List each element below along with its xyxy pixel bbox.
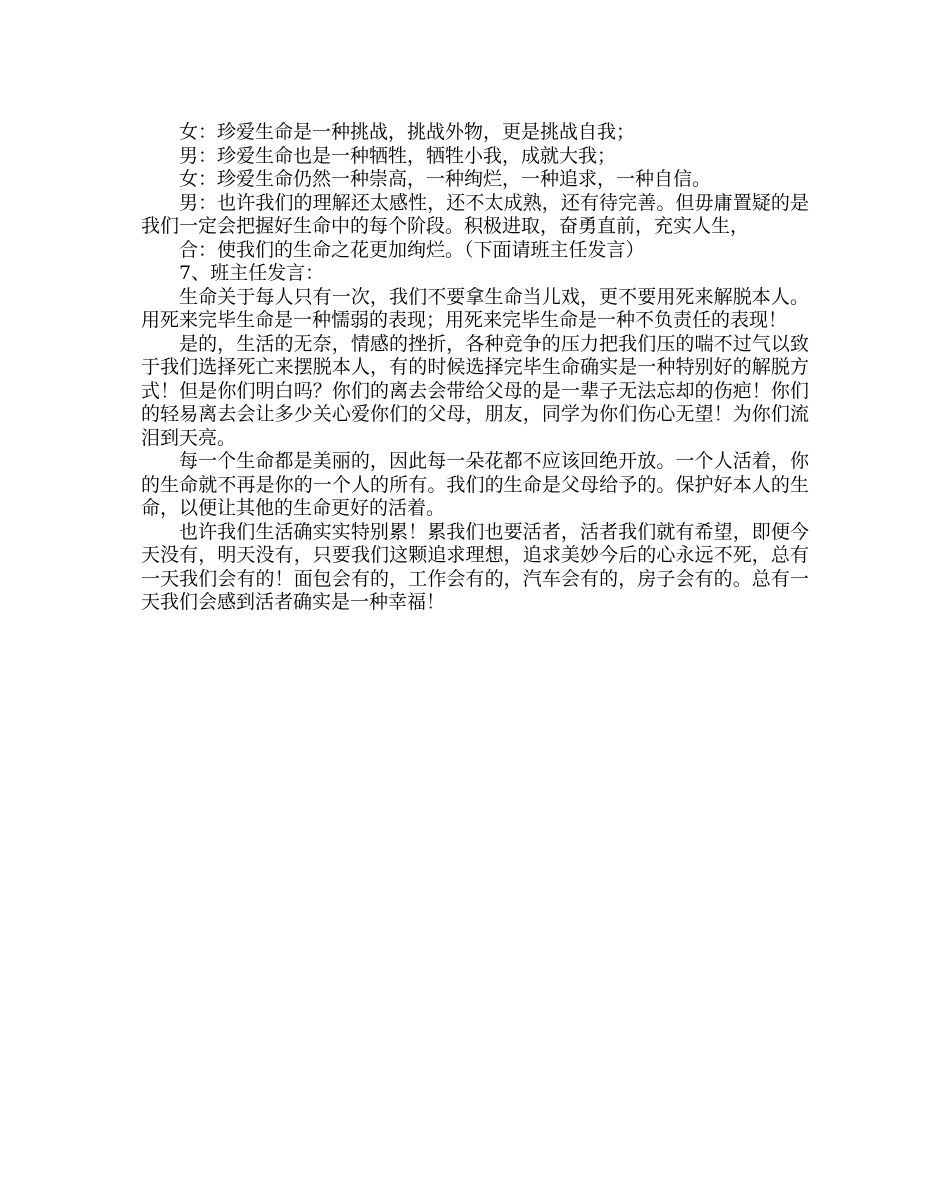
paragraph-male-understanding: 男：也许我们的理解还太感性，还不太成熟，还有待完善。但毋庸置疑的是我们一定会把握好生命中的每个阶段。积极进取，奋勇直前，充实人生， (141, 191, 809, 237)
paragraph-hope: 也许我们生活确实实特别累！累我们也要活者，活者我们就有希望，即便今天没有，明天没有，只要我们这颗追求理想，追求美妙今后的心永远不死，总有一天我们会有的！面包会有的，工作会有的，汽车会有的，房子会有的。总有一天我们会感到活者确实是一种幸福！ (141, 520, 809, 613)
paragraph-together: 合：使我们的生命之花更加绚烂。（下面请班主任发言） (179, 238, 645, 261)
paragraph-every-life-beautiful: 每一个生命都是美丽的，因此每一朵花都不应该回绝开放。一个人活着，你的生命就不再是你的一个人的所有。我们的生命是父母给予的。保护好本人的生命，以便让其他的生命更好的活着。 (141, 450, 809, 519)
paragraph-female-challenge: 女：珍爱生命是一种挑战，挑战外物，更是挑战自我； (179, 121, 636, 143)
paragraph-female-noble: 女：珍爱生命仍然一种崇高，一种绚烂，一种追求，一种自信。 (179, 168, 712, 190)
paragraph-life-once: 生命关于每人只有一次，我们不要拿生命当儿戏，更不要用死来解脱本人。用死来完毕生命是一种懦弱的表现；用死来完毕生命是一种不负责任的表现！ (141, 285, 809, 331)
section-heading-teacher-speech: 7、班主任发言： (179, 262, 325, 284)
paragraph-male-sacrifice: 男：珍爱生命也是一种牺牲，牺牲小我，成就大我； (179, 144, 617, 167)
document-body (141, 121, 809, 615)
paragraph-pressure: 是的，生活的无奈，情感的挫折，各种竞争的压力把我们压的喘不过气以致于我们选择死亡来摆脱本人，有的时候选择完毕生命确实是一种特别好的解脱方式！但是你们明白吗？你们的离去会带给父母的是一辈子无法忘却的伤疤！你们的轻易离去会让多少关心爱你们的父母，朋友，同学为你们伤心无望！为你们流泪到天亮。 (141, 332, 809, 449)
